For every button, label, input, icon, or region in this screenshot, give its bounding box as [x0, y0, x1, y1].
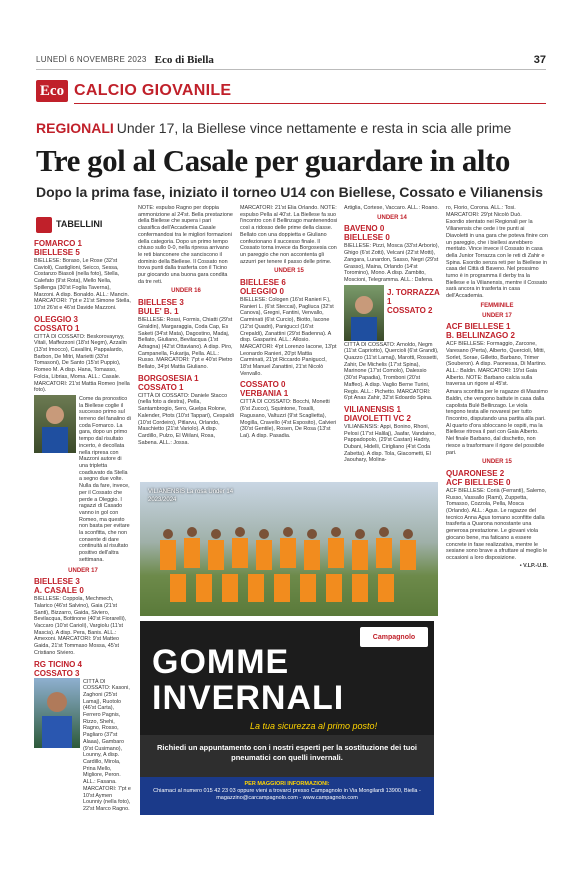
column-5	[446, 204, 548, 820]
eco-logo: Eco	[36, 80, 68, 102]
match-lineup: BIELLESE: Pizzi, Mosca (33'st Arborio), Ghigo (6'st Zotti), Velcani (22'st Motti), Zangara, Lunardon, Sasso, Negri (29'st Grasso), Maina, Orlando (14'st Toromino), Mono. A disp. Zambito, Moscioni, Telegramma. ALL.: Dafena.	[344, 243, 440, 283]
match-lineup: CITTÀ DI COSSATO: Arnoldo, Negm (11'st Capriotto), Quercioli (6'st Grandi), Quazzo (11'st Lamaj), Marotti, Rossetti, Zahir, De Michelis (17'st Spina), Marinone (17'st Comolo), Dalessio (30'st Papadia), Tromboni (20'st Maffeo). A disp. Vaglio Berne Turini, Regis. ALL.: Pichetto. MARCATORI: 6'pt Anas Zahir, 32'st Edoardo Spina.	[344, 341, 439, 402]
team-photo	[140, 482, 438, 616]
match-lineup: VILIANENSIS: Appi, Bonino, Rhoni, Pelosi (17'st Halilaj), Jaafar, Vandaino, Pappadopolo, (29'st Castan) Hadriy, Dubani, Hidelli, Cirigliano (4'st Coda Zabetta). A disp. Tola, Giacometti, El Jaouhary, Molina-	[344, 423, 436, 464]
kicker-label: REGIONALI	[36, 120, 114, 136]
ad-title-line2: INVERNALI	[152, 679, 345, 717]
match-lineup: BIELLESE: Rossi, Formis, Chiatti (29'st Giraldin), Margaraggia, Coda Cap, Es Saketi (34'st Mata), Dagostino, Madaj, Bellato, Giuliano, Bevilacqua (1'st Adragna) (42'st Ottaviano). A disp. Piro, Campanella, Fukarija, Pella. ALL.: Russo. MARCATORI: 7'pt e 40'st Pietro Bellato, 34'pt Mattia Giuliano.	[138, 317, 233, 371]
signature: • V.LP.-U.B.	[519, 562, 548, 569]
article-body: Come da pronostico la Biellese coglie il successo primo sul terreno del fanalino di coda Fomarco. La gara, dopo un primo tempo dal risultato incerto, è decollata nella ripresa con Mazzoni autore di una tripletta coadiuvato da Stella a segno due volte. Nulla da fare, invece, per il Cossato che perde a Oleggio. I ragazzi di Casado vanno in gol con Romeo, ma questo non basta per evitare la sconfitta, che non consente di dare continuità al risultato positivo dell'altra settimana.	[79, 395, 131, 563]
match-title: BORGOSESIA 1 COSSATO 1	[138, 373, 199, 392]
kicker	[36, 120, 511, 136]
ad-footer-text: Chiamaci al numero 015 42 23 03 oppure vieni a trovarci presso Campagnolo in Via Mongilardi 13900, Biella - magazzino@carcampagnolo.com - www.campagnolo.com	[153, 788, 421, 801]
tabellini-icon	[36, 217, 52, 233]
match-title: J. TORRAZZA 1 COSSATO 2	[387, 287, 440, 315]
header-date: LUNEDÌ 6 NOVEMBRE 2023	[36, 55, 147, 64]
match-lineup: CITTÀ DI COSSATO: Kasoni, Zaghoni (25'st Lamaj), Ruotolo (46'st Carta), Ferrero Pagnis, Rizzo, Shehi, Ragno, Rosso, Pagliaro (37'st Alaaa), Gambaro (9'st Cusimano), Lounny, A disp. Cardillo, Mirola, Prina Mello, Migliore, Peron. ALL.: Fasana. MARCATORI: 7'pt e 10'st Aymen Lounniy (nella foto), 22'st Marco Ragno.	[83, 678, 131, 812]
player-photo	[34, 395, 76, 453]
match-title: BIELLESE 6 OLEGGIO 0	[240, 278, 286, 297]
section-rule	[74, 103, 546, 104]
article-body: Amara sconfitta per le ragazze di Massimo Baldin, che vengono battute in casa dalla capolista Bulé Bellinzago. Le viola tengono testa alle novaresi per tutto l'incontro, disputando una partita alla pari. Al quarto d'ora sbloccano le ospiti, ma la Biellese ritrova il pari con Gaia Alberto. Nel finale Barbano, dal dischetto, non riesce a trasformare il rigore del possibile pari.	[446, 389, 548, 456]
advertisement[interactable]	[140, 621, 434, 815]
category-label: UNDER 14	[377, 214, 407, 221]
match-lineup: BIELLESE: Boraso, Le Rose (32'st Cavioli), Castiglioni, Seicco, Sessa, Costanzo Biasoli (nella foto), Stella, Calefato (9'st Rota), Mello Nella, Spillenga (30'st Foglia Taverna), Marzoni. A disp. Bonaldo. ALL.: Mancin. MARCATORI: 7'pt e 21'st Simone Stella, 10'st 26'st e 46'st Davide Mazzoni.	[34, 258, 131, 311]
player-photo	[344, 285, 384, 341]
match-title: BIELLESE 3 BULE' B. 1	[138, 298, 184, 317]
ad-footer-title: PER MAGGIORI INFORMAZIONI:	[244, 781, 330, 787]
header-brand: Eco di Biella	[154, 53, 214, 66]
article-body: Esordio stentato nei Regionali per la Vilianensis che cede i tre punti ai Diavoletti in una gara che poteva finire con un pareggio, che i biellesi avrebbero meritato. Vince invece il Cossato in casa della Junior Torrazza con le reti di Zahir e Spina. Esordio senza reti per la Biellese in casa del Città di Baveno. Nel prossimo turno è in programma il derby tra la Biellese e la Vilianensis, mentre il Cossato sarà ancora in trasferta in casa dell'Accademia.	[446, 219, 548, 300]
column-1	[34, 236, 132, 816]
article-body: MARCATORI: 21'st Elia Orlando. NOTE: espulso Pella al 40'st. La Biellese fa suo l'incontro con il Bellinzago mantenendosi così a ridosso delle prime della classe. Bellato con una doppietta e Giuliano confezionano il successo finale. Il Cossato torna invece da Borgosesia con un pareggio che non accontenta gli azzurri per tenere il passo delle prime.	[240, 205, 338, 265]
category-label: FEMMINILE	[480, 302, 514, 309]
kicker-text: Under 17, la Biellese vince nettamente e resta in scia alle prime	[116, 120, 512, 136]
category-label: UNDER 15	[482, 459, 512, 466]
tabellini-label: TABELLINI	[56, 219, 103, 229]
match-lineup: CITTÀ DI COSSATO: Bocchi, Monetti (6'st Zucco), Squintone, Tosalli, Ragusano, Valtuzzi (9'st Scaglietta), Mogilla, Cravello (4'st Esposito), Calvieri (30'st Gentile), Rosen, De Rosa (13'st Lai). A disp. Pasadia.	[240, 399, 337, 439]
column-2	[138, 204, 234, 480]
player-photo	[34, 678, 80, 748]
page-header	[36, 50, 546, 70]
match-title: OLEGGIO 3 COSSATO 1	[34, 314, 80, 333]
match-title: BAVENO 0 BIELLESE 0	[344, 224, 390, 243]
ad-slogan: La tua sicurezza al primo posto!	[250, 721, 378, 731]
category-label: UNDER 15	[274, 268, 304, 275]
article-body: ro, Florio, Corona. ALL.: Tosi. MARCATORI: 29'pt Nicolò Duò.	[446, 205, 522, 218]
photo-caption: VILIANENSIS La rosa Under 14 2023/2024	[148, 489, 234, 503]
article-body: NOTE: espulso Ragno per doppia ammonizione al 24'st. Bella prestazione della Biellese che supera i pari classifica dell'Accademia Casale confermandosi tra le migliori formazioni della categoria. Dopo un primo tempo chiuso sullo 0-0, nella ripresa arrivano le reti bianconere che sanciscono il dominio della Biellese. Il Cossato non trova punti dalla trasferta con il Ticino pur giocando una buona gara condita da tre reti.	[138, 205, 233, 285]
page-number: 37	[533, 53, 546, 66]
match-lineup: BIELLESE: Cologen (16'st Ranieri F.), Ranieri L. (6'st Steccai), Pagliuca (32'st Canova), Gregni, Fantini, Venvallo, Carminati (6'st Curcio), Biotto, Iacone (12'st Quadri), Paniguccl (16'st Crepaldi), Zanattini (29'st Badenna). A disp. Gasparini. ALL.: Allosio. MARCATORI: 4'pt Lorenzo Iacone, 13'pt Leonardo Ranieri, 20'pt Mattia Carminati, 21'pt Riccardo Paniguccl, 18'st Manuel Zanattini, 21'st Nicolò Venvallo.	[240, 297, 337, 377]
ad-title-line1: GOMME	[152, 643, 290, 681]
match-lineup: CITTÀ DI COSSATO: Daniele Stacco (nella foto a destra), Pella, Santambrogio, Sero, Guelpa Rolone, Kalender, Ptots (10'st Tappari), Cespaldi (10'st Cordeiro), Pitlarvu, Orlando, Maschietto (21'st Variolo). A disp. Cardillo, Pulzo, El Wiilani, Rosa, Sabena. ALL.: Jossa.	[138, 392, 234, 446]
match-title: QUARONESE 2 ACF BIELLESE 0	[446, 468, 511, 487]
match-title: FOMARCO 1 BIELLESE 5	[34, 239, 82, 257]
column-4	[344, 204, 440, 480]
match-title: RG TICINO 4 COSSATO 3	[34, 659, 83, 678]
article-body: Artiglia, Cortese, Vaccaro. ALL.: Roano.	[344, 205, 439, 211]
column-3	[240, 204, 338, 480]
match-lineup: CITTÀ DI COSSATO: Beskorovaynyy, Vitali, Maffezzoni (18'st Negm), Azzalin (13'st Imocco), Cavallini, Pappalardo, Barbon, De Mitri, Marietti (33'st Tomasoni), De Santo (15'st Puppio), Romeo M. A disp. Hana, Tomasso, Folcia, Librias, Moma. ALL.: Casale. MARCATORI: 21'st Mattia Romeo (nella foto).	[34, 333, 130, 394]
match-title: ACF BIELLESE 1 B. BELLINZAGO 2	[446, 322, 515, 341]
category-label: UNDER 16	[171, 288, 201, 295]
headline: Tre gol al Casale per guardare in alto	[36, 143, 510, 178]
match-title: VILIANENSIS 1 DIAVOLETTI VC 2	[344, 404, 411, 423]
match-title: BIELLESE 3 A. CASALE 0	[34, 577, 84, 596]
match-title: COSSATO 0 VERBANIA 1	[240, 380, 289, 399]
category-label: UNDER 17	[68, 567, 98, 574]
ad-body: Richiedi un appuntamento con i nostri esperti per la sostituzione dei tuoi pneumatici con quelli invernali.	[140, 735, 434, 777]
subheadline: Dopo la prima fase, iniziato il torneo U14 con Biellese, Cossato e Vilianensis	[36, 184, 544, 200]
category-label: UNDER 17	[482, 312, 512, 319]
ad-footer	[140, 777, 434, 815]
match-lineup: ACF BIELLESE: Formaggio, Zarcone, Varesano (Perta), Alberto, Quercioli, Mitti, Sorlet, Sorae, Gilletto, Barbano, Trimer (Souberon). A disp. Paonessa, Di Martino. ALL.: Baldin. MARCATORI: 19'st Gaia Alberto. NOTE: Barbano calcia sulla traversa un rigore al 45'st.	[446, 341, 547, 388]
section-title: CALCIO GIOVANILE	[74, 82, 232, 99]
ad-brand-logo: Campagnolo	[360, 627, 428, 647]
match-lineup: BIELLESE: Coppola, Mechmech, Talarico (46'st Salvino), Gaia (21'st Santi), Bizzarro, Gaida, Siviero, Bevilacqua, Bottinone (40'st Fiorarelli), Vaccaro (10'st Carioli), Vargiolu (11'st Mascia). A disp. Pera, Banis. ALL.: Amexoni. MARCATORI: 9'st Matteo Gaida, 21'st Tommaso Mossa, 45'st Cristiano Siviero.	[34, 596, 127, 656]
match-lineup: ACF BIELLESE: Corià (Ferranti), Salemo, Russo, Vassallo (Rami), Zuppetta, Tomasso, Cozzola, Pella, Mosca (Orlando). ALL.: Agus. Le ragazze del tecnico Anna Agus tornano sconfitte dalla trasferta a Quarona nonostante una generosa prestazione. Le giovani viola giocano bene, ma faticano a essere concrete in fase realizzativa, mentre le sesiane sono brave a sfruttare al meglio le occasioni a loro disposizione.	[446, 487, 548, 561]
